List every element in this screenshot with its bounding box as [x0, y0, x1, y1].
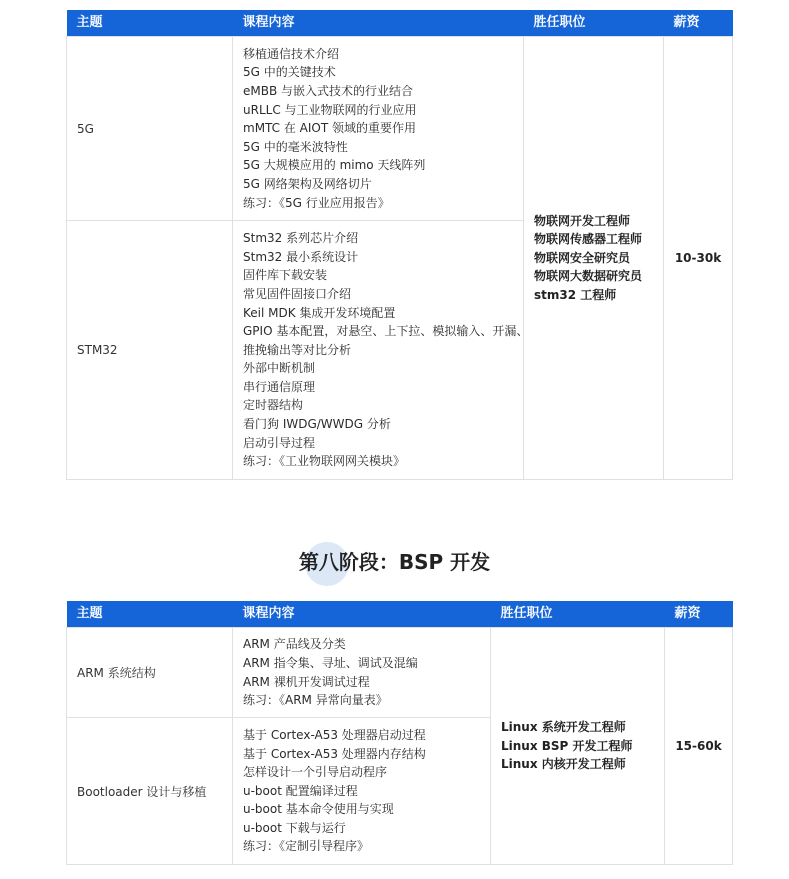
- content-line: GPIO 基本配置，对悬空、上下拉、模拟输入、开漏、: [243, 324, 529, 339]
- content-line: 练习：《ARM 异常向量表》: [243, 693, 388, 708]
- content-line: 怎样设计一个引导启动程序: [243, 765, 388, 780]
- content-cell: [233, 628, 491, 718]
- content-line: 定时器结构: [243, 398, 304, 413]
- header-content: 课程内容: [233, 601, 491, 628]
- content-line: mMTC 在 AIOT 领域的重要作用: [243, 121, 417, 136]
- job-item: 物联网开发工程师: [534, 213, 631, 228]
- content-line: Stm32 最小系统设计: [243, 249, 359, 264]
- content-line: 看门狗 IWDG/WWDG 分析: [243, 417, 391, 432]
- header-content: 课程内容: [233, 10, 524, 37]
- content-line: Keil MDK 集成开发环境配置: [243, 305, 396, 320]
- header-jobs: 胜任职位: [491, 601, 665, 628]
- salary-cell: 10-30k: [664, 37, 733, 480]
- content-line: 固件库下载安装: [243, 268, 328, 283]
- job-item: Linux 内核开发工程师: [501, 757, 626, 772]
- content-line: 基于 Cortex-A53 处理器启动过程: [243, 727, 426, 742]
- content-line: 推挽输出等对比分析: [243, 342, 352, 357]
- job-item: 物联网安全研究员: [534, 250, 631, 265]
- header-jobs: 胜任职位: [524, 10, 664, 37]
- content-line: 5G 中的毫米波特性: [243, 139, 348, 154]
- content-line: Stm32 系列芯片介绍: [243, 231, 359, 246]
- content-cell: [233, 221, 529, 480]
- content-line: 外部中断机制: [243, 361, 316, 376]
- content-line: u-boot 配置编译过程: [243, 783, 358, 798]
- table-header-row: [67, 10, 733, 37]
- topic-cell: 5G: [67, 37, 233, 221]
- header-salary: 薪资: [664, 10, 733, 37]
- content-line: u-boot 基本命令使用与实现: [243, 802, 394, 817]
- job-item: 物联网大数据研究员: [534, 269, 643, 284]
- content-line: 常见固件固接口介绍: [243, 286, 352, 301]
- jobs-cell: [524, 37, 664, 480]
- table-row: [67, 37, 733, 221]
- content-line: 练习：《工业物联网网关模块》: [243, 454, 406, 469]
- content-line: 基于 Cortex-A53 处理器内存结构: [243, 746, 426, 761]
- content-line: ARM 裸机开发调试过程: [243, 674, 370, 689]
- table-row: [67, 628, 733, 718]
- content-line: ARM 产品线及分类: [243, 637, 346, 652]
- content-cell: [233, 37, 524, 221]
- job-item: Linux BSP 开发工程师: [501, 738, 633, 753]
- content-line: eMBB 与嵌入式技术的行业结合: [243, 84, 414, 99]
- job-item: Linux 系统开发工程师: [501, 720, 626, 735]
- content-line: u-boot 下载与运行: [243, 820, 346, 835]
- content-line: 串行通信原理: [243, 379, 316, 394]
- jobs-cell: [491, 628, 665, 865]
- content-line: uRLLC 与工业物联网的行业应用: [243, 102, 417, 117]
- topic-cell: STM32: [67, 221, 233, 480]
- header-topic: 主题: [67, 601, 233, 628]
- salary-cell: 15-60k: [665, 628, 733, 865]
- stage-title: [0, 546, 789, 578]
- job-item: 物联网传感器工程师: [534, 232, 643, 247]
- job-item: stm32 工程师: [534, 287, 617, 302]
- content-line: 启动引导过程: [243, 435, 316, 450]
- course-table-1: [66, 10, 733, 480]
- content-line: 移植通信技术介绍: [243, 46, 340, 61]
- header-topic: 主题: [67, 10, 233, 37]
- stage-title-text: 第八阶段：BSP 开发: [298, 550, 491, 574]
- content-line: 练习：《定制引导程序》: [243, 839, 370, 854]
- content-line: 5G 大规模应用的 mimo 天线阵列: [243, 158, 426, 173]
- topic-cell: ARM 系统结构: [67, 628, 233, 718]
- content-line: 5G 网络架构及网络切片: [243, 176, 372, 191]
- content-line: 5G 中的关键技术: [243, 65, 336, 80]
- topic-cell: Bootloader 设计与移植: [67, 718, 233, 865]
- content-cell: [233, 718, 491, 865]
- course-table-2: [66, 601, 733, 865]
- table-header-row: [67, 601, 733, 628]
- header-salary: 薪资: [665, 601, 733, 628]
- content-line: ARM 指令集、寻址、调试及混编: [243, 655, 418, 670]
- content-line: 练习：《5G 行业应用报告》: [243, 195, 390, 210]
